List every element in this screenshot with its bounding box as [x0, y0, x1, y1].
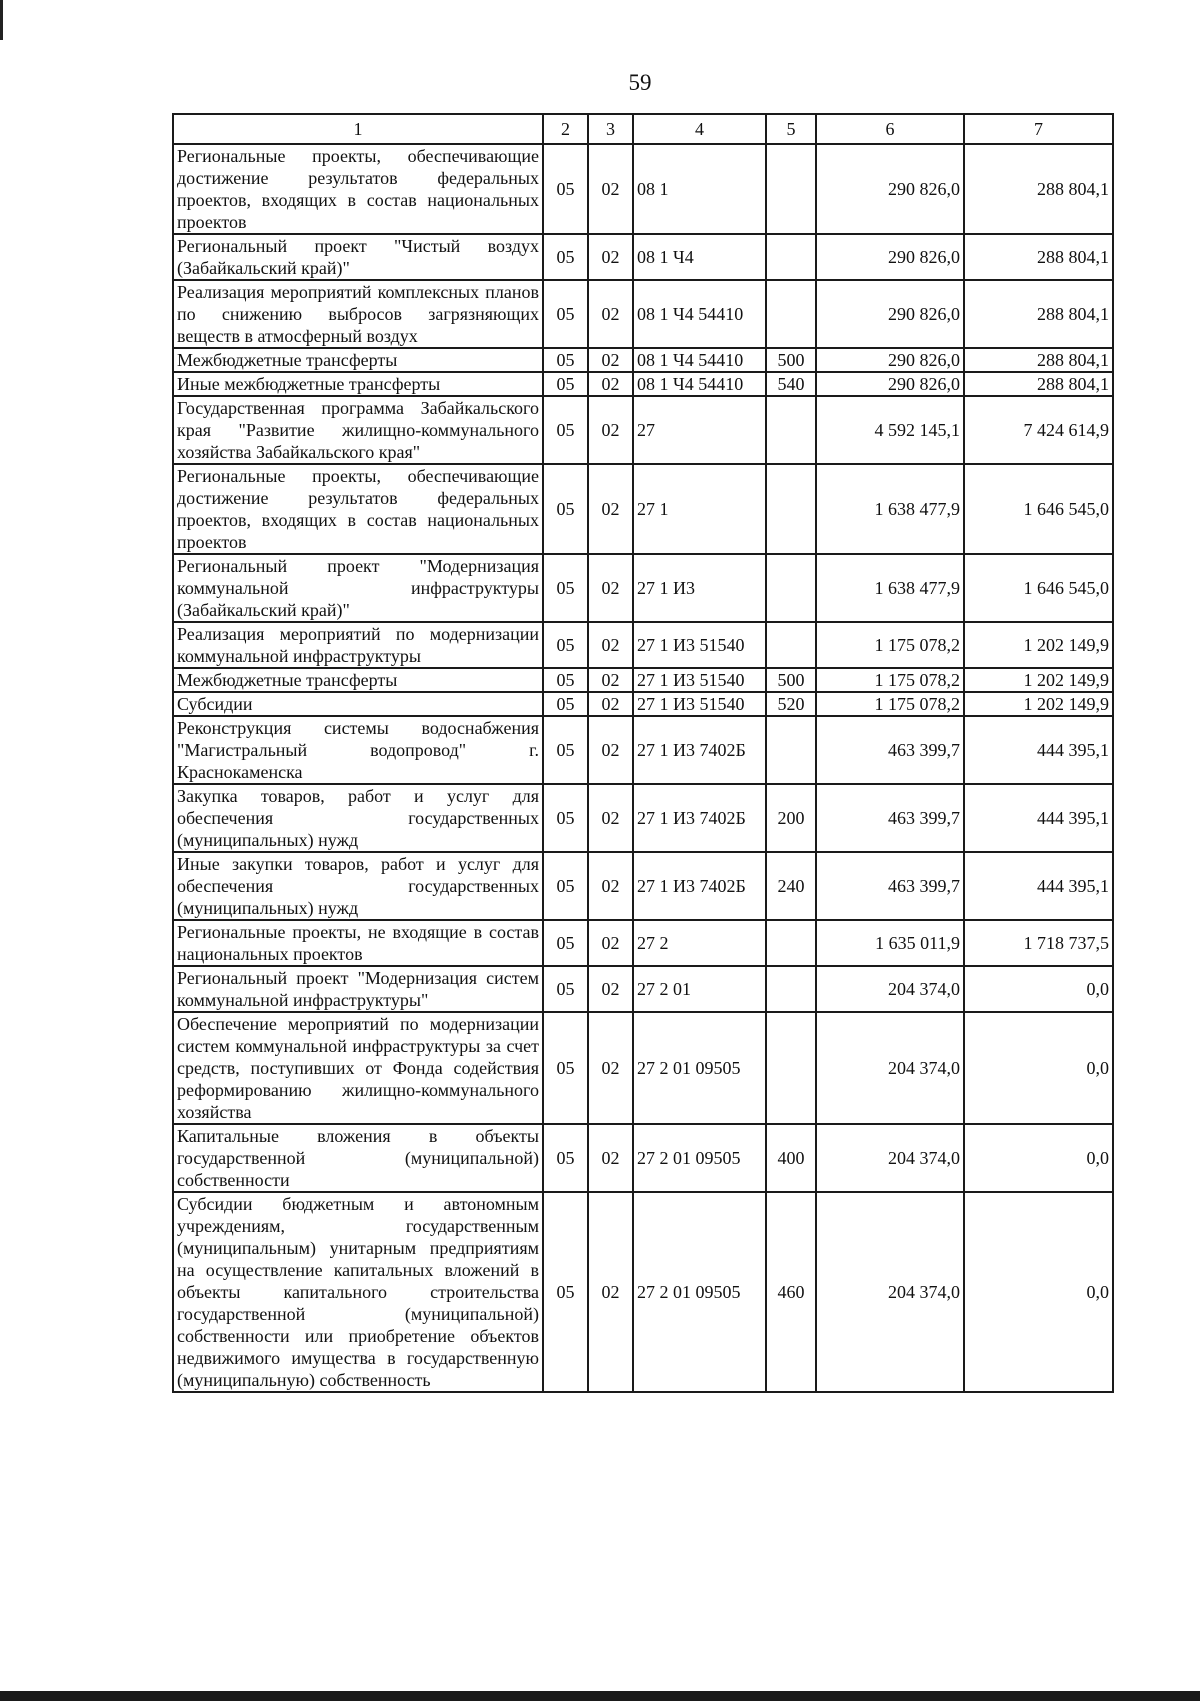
- amount-year2-cell: 288 804,1: [964, 348, 1113, 372]
- target-article-cell: 27 1: [633, 464, 766, 554]
- target-article-cell: 08 1 Ч4 54410: [633, 372, 766, 396]
- row-name-cell: Субсидии бюджетным и автономным учреждениям, государственным (муниципальным) унитарным предприятиям на осуществление капитальных вложений в объекты капитального строительства государственной (муниципальной) собственности или приобретение объектов недвижимого имущества в государственную (муниципальную) собственность: [173, 1192, 543, 1392]
- page-number: 59: [628, 70, 652, 95]
- amount-year1-cell: 463 399,7: [816, 784, 964, 852]
- row-name-cell: Закупка товаров, работ и услуг для обеспечения государственных (муниципальных) нужд: [173, 784, 543, 852]
- amount-year1-cell: 290 826,0: [816, 348, 964, 372]
- row-name-cell: Межбюджетные трансферты: [173, 348, 543, 372]
- amount-year1-cell: 1 638 477,9: [816, 554, 964, 622]
- row-name-cell: Субсидии: [173, 692, 543, 716]
- expense-type-cell: [766, 920, 816, 966]
- column-header: 1: [173, 114, 543, 144]
- subsection-cell: 02: [588, 280, 633, 348]
- target-article-cell: 27 1 И3 7402Б: [633, 852, 766, 920]
- table-row: [173, 280, 1113, 348]
- target-article-cell: 27 1 И3 51540: [633, 692, 766, 716]
- amount-year2-cell: 7 424 614,9: [964, 396, 1113, 464]
- row-name-cell: Реконструкция системы водоснабжения "Магистральный водопровод" г. Краснокаменска: [173, 716, 543, 784]
- target-article-cell: 08 1: [633, 144, 766, 234]
- section-cell: 05: [543, 1012, 588, 1124]
- section-cell: 05: [543, 464, 588, 554]
- table-row: [173, 1012, 1113, 1124]
- expense-type-cell: 400: [766, 1124, 816, 1192]
- target-article-cell: 27 2 01 09505: [633, 1192, 766, 1392]
- expense-type-cell: 240: [766, 852, 816, 920]
- amount-year1-cell: 204 374,0: [816, 1012, 964, 1124]
- amount-year1-cell: 4 592 145,1: [816, 396, 964, 464]
- expense-type-cell: 540: [766, 372, 816, 396]
- table-row: [173, 920, 1113, 966]
- amount-year2-cell: 288 804,1: [964, 234, 1113, 280]
- target-article-cell: 27: [633, 396, 766, 464]
- scan-left-edge: [0, 0, 3, 40]
- subsection-cell: 02: [588, 234, 633, 280]
- subsection-cell: 02: [588, 1012, 633, 1124]
- amount-year1-cell: 204 374,0: [816, 966, 964, 1012]
- amount-year2-cell: 444 395,1: [964, 716, 1113, 784]
- amount-year2-cell: 288 804,1: [964, 280, 1113, 348]
- target-article-cell: 27 1 И3 7402Б: [633, 716, 766, 784]
- row-name-cell: Региональные проекты, не входящие в состав национальных проектов: [173, 920, 543, 966]
- expense-type-cell: 500: [766, 348, 816, 372]
- section-cell: 05: [543, 1192, 588, 1392]
- amount-year2-cell: 288 804,1: [964, 372, 1113, 396]
- subsection-cell: 02: [588, 692, 633, 716]
- row-name-cell: Обеспечение мероприятий по модернизации систем коммунальной инфраструктуры за счет средств, поступивших от Фонда содействия реформированию жилищно-коммунального хозяйства: [173, 1012, 543, 1124]
- expense-type-cell: [766, 234, 816, 280]
- amount-year1-cell: 290 826,0: [816, 144, 964, 234]
- table-row: [173, 1124, 1113, 1192]
- row-name-cell: Иные закупки товаров, работ и услуг для обеспечения государственных (муниципальных) нужд: [173, 852, 543, 920]
- amount-year1-cell: 1 635 011,9: [816, 920, 964, 966]
- target-article-cell: 27 1 И3 7402Б: [633, 784, 766, 852]
- table-row: [173, 464, 1113, 554]
- row-name-cell: Иные межбюджетные трансферты: [173, 372, 543, 396]
- amount-year1-cell: 1 175 078,2: [816, 692, 964, 716]
- expense-type-cell: [766, 1012, 816, 1124]
- subsection-cell: 02: [588, 372, 633, 396]
- row-name-cell: Реализация мероприятий комплексных планов по снижению выбросов загрязняющих веществ в атмосферный воздух: [173, 280, 543, 348]
- row-name-cell: Капитальные вложения в объекты государственной (муниципальной) собственности: [173, 1124, 543, 1192]
- subsection-cell: 02: [588, 966, 633, 1012]
- subsection-cell: 02: [588, 920, 633, 966]
- subsection-cell: 02: [588, 144, 633, 234]
- table-row: [173, 1192, 1113, 1392]
- amount-year2-cell: 1 718 737,5: [964, 920, 1113, 966]
- section-cell: 05: [543, 280, 588, 348]
- amount-year2-cell: 1 646 545,0: [964, 464, 1113, 554]
- scan-bottom-band: [0, 1691, 1200, 1701]
- row-name-cell: Региональные проекты, обеспечивающие достижение результатов федеральных проектов, входящих в состав национальных проектов: [173, 144, 543, 234]
- amount-year1-cell: 463 399,7: [816, 852, 964, 920]
- amount-year1-cell: 1 638 477,9: [816, 464, 964, 554]
- row-name-cell: Государственная программа Забайкальского края "Развитие жилищно-коммунального хозяйства Забайкальского края": [173, 396, 543, 464]
- target-article-cell: 27 1 И3 51540: [633, 668, 766, 692]
- target-article-cell: 08 1 Ч4 54410: [633, 280, 766, 348]
- section-cell: 05: [543, 622, 588, 668]
- section-cell: 05: [543, 372, 588, 396]
- expense-type-cell: 500: [766, 668, 816, 692]
- target-article-cell: 27 2 01 09505: [633, 1124, 766, 1192]
- amount-year2-cell: 0,0: [964, 1124, 1113, 1192]
- amount-year1-cell: 204 374,0: [816, 1124, 964, 1192]
- amount-year2-cell: 444 395,1: [964, 784, 1113, 852]
- target-article-cell: 08 1 Ч4: [633, 234, 766, 280]
- target-article-cell: 27 2: [633, 920, 766, 966]
- amount-year1-cell: 204 374,0: [816, 1192, 964, 1392]
- column-header: 4: [633, 114, 766, 144]
- section-cell: 05: [543, 692, 588, 716]
- table-row: [173, 554, 1113, 622]
- table-row: [173, 784, 1113, 852]
- expense-type-cell: [766, 280, 816, 348]
- table-row: [173, 372, 1113, 396]
- budget-table: [172, 113, 1114, 1393]
- target-article-cell: 08 1 Ч4 54410: [633, 348, 766, 372]
- section-cell: 05: [543, 396, 588, 464]
- table-row: [173, 234, 1113, 280]
- expense-type-cell: [766, 554, 816, 622]
- expense-type-cell: 460: [766, 1192, 816, 1392]
- table-body: [173, 144, 1113, 1392]
- target-article-cell: 27 1 И3 51540: [633, 622, 766, 668]
- subsection-cell: 02: [588, 716, 633, 784]
- section-cell: 05: [543, 554, 588, 622]
- subsection-cell: 02: [588, 396, 633, 464]
- amount-year1-cell: 290 826,0: [816, 372, 964, 396]
- table-row: [173, 144, 1113, 234]
- amount-year2-cell: 288 804,1: [964, 144, 1113, 234]
- subsection-cell: 02: [588, 784, 633, 852]
- section-cell: 05: [543, 966, 588, 1012]
- subsection-cell: 02: [588, 622, 633, 668]
- amount-year2-cell: 1 646 545,0: [964, 554, 1113, 622]
- amount-year1-cell: 463 399,7: [816, 716, 964, 784]
- section-cell: 05: [543, 1124, 588, 1192]
- table-row: [173, 348, 1113, 372]
- amount-year2-cell: 1 202 149,9: [964, 668, 1113, 692]
- row-name-cell: Региональный проект "Модернизация систем коммунальной инфраструктуры": [173, 966, 543, 1012]
- table-row: [173, 692, 1113, 716]
- subsection-cell: 02: [588, 554, 633, 622]
- section-cell: 05: [543, 852, 588, 920]
- amount-year1-cell: 1 175 078,2: [816, 622, 964, 668]
- column-header: 6: [816, 114, 964, 144]
- target-article-cell: 27 1 И3: [633, 554, 766, 622]
- section-cell: 05: [543, 234, 588, 280]
- expense-type-cell: [766, 396, 816, 464]
- section-cell: 05: [543, 784, 588, 852]
- section-cell: 05: [543, 920, 588, 966]
- table-row: [173, 622, 1113, 668]
- row-name-cell: Реализация мероприятий по модернизации коммунальной инфраструктуры: [173, 622, 543, 668]
- amount-year2-cell: 1 202 149,9: [964, 692, 1113, 716]
- table-row: [173, 852, 1113, 920]
- table-row: [173, 966, 1113, 1012]
- column-header: 5: [766, 114, 816, 144]
- column-header: 3: [588, 114, 633, 144]
- target-article-cell: 27 2 01 09505: [633, 1012, 766, 1124]
- amount-year2-cell: 1 202 149,9: [964, 622, 1113, 668]
- subsection-cell: 02: [588, 668, 633, 692]
- amount-year2-cell: 0,0: [964, 1192, 1113, 1392]
- section-cell: 05: [543, 348, 588, 372]
- table-row: [173, 668, 1113, 692]
- row-name-cell: Региональный проект "Модернизация коммунальной инфраструктуры (Забайкальский край)": [173, 554, 543, 622]
- column-numbers-row: [173, 114, 1113, 144]
- expense-type-cell: 200: [766, 784, 816, 852]
- amount-year2-cell: 0,0: [964, 1012, 1113, 1124]
- amount-year1-cell: 290 826,0: [816, 234, 964, 280]
- target-article-cell: 27 2 01: [633, 966, 766, 1012]
- column-header: 7: [964, 114, 1113, 144]
- amount-year2-cell: 444 395,1: [964, 852, 1113, 920]
- row-name-cell: Региональные проекты, обеспечивающие достижение результатов федеральных проектов, входящих в состав национальных проектов: [173, 464, 543, 554]
- subsection-cell: 02: [588, 348, 633, 372]
- expense-type-cell: [766, 144, 816, 234]
- subsection-cell: 02: [588, 852, 633, 920]
- subsection-cell: 02: [588, 464, 633, 554]
- expense-type-cell: 520: [766, 692, 816, 716]
- expense-type-cell: [766, 716, 816, 784]
- expense-type-cell: [766, 464, 816, 554]
- subsection-cell: 02: [588, 1124, 633, 1192]
- expense-type-cell: [766, 622, 816, 668]
- table-row: [173, 396, 1113, 464]
- section-cell: 05: [543, 668, 588, 692]
- amount-year1-cell: 290 826,0: [816, 280, 964, 348]
- amount-year1-cell: 1 175 078,2: [816, 668, 964, 692]
- column-header: 2: [543, 114, 588, 144]
- row-name-cell: Межбюджетные трансферты: [173, 668, 543, 692]
- section-cell: 05: [543, 716, 588, 784]
- row-name-cell: Региональный проект "Чистый воздух (Забайкальский край)": [173, 234, 543, 280]
- table-row: [173, 716, 1113, 784]
- subsection-cell: 02: [588, 1192, 633, 1392]
- amount-year2-cell: 0,0: [964, 966, 1113, 1012]
- section-cell: 05: [543, 144, 588, 234]
- expense-type-cell: [766, 966, 816, 1012]
